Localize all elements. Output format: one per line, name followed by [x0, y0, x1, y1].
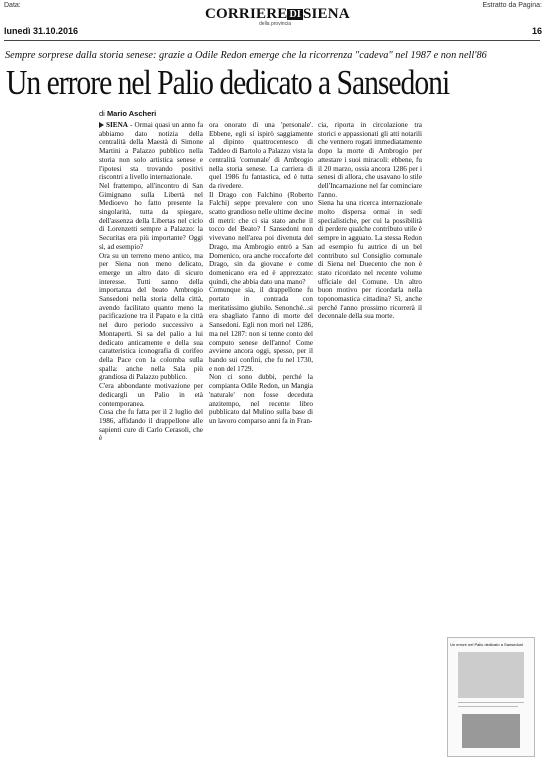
- byline-author: Mario Ascheri: [106, 109, 157, 118]
- paragraph-text: - Ormai quasi un anno fa abbiamo dato notizia della centralità della Maestà di Simone Martini a Palazzo pubblico nella storia non solo artistica senese e l'ipotesi sta trovando positivi riscontri a livello internazionale.: [99, 121, 204, 182]
- paragraph: cia, riporta in circolazione tra storici e appassionati gli atti notarili che vennero rogati immediatamente dopo la morte di Ambrogio per attestare i suoi miracoli: ebbene, fu il 20 marzo, ossia ancora 1286 per i senesi di allora, che usavano lo stile dell'Incarnazione nel far cominciare l'anno.: [318, 121, 422, 199]
- thumbnail-image-block: [458, 652, 524, 698]
- masthead-right: SIENA: [302, 6, 350, 22]
- page-number: 16: [531, 26, 542, 36]
- thumbnail-line: [458, 702, 524, 703]
- byline-prefix: di: [99, 109, 105, 118]
- article-column-2: [209, 121, 313, 426]
- arrow-icon: [99, 122, 104, 128]
- extract-label: Estratto da Pagina:: [482, 2, 542, 9]
- page-header: [0, 0, 548, 40]
- paragraph: Il Drago con Falchino (Roberto Falchi) seppe prevalere con uno scatto grandioso nelle ultime decine di metri: che ci sia stato anche il tocco del Beato? I Sansedoni non vivevano nell'area poi divenuta del Drago, ma Ambrogio entrò a San Domenico, ora anche roccaforte del Drago, sin da giovane e come domenicano era ed è apprezzato: quindi, che abbia dato una mano?: [209, 190, 313, 286]
- article-column-1: [99, 121, 203, 443]
- paragraph: Cosa che fu fatta per il 2 luglio del 1986, affidando il drappellone alle sapienti cure di Carlo Cerasoli, che è: [99, 408, 203, 443]
- date-value: lunedì 31.10.2016: [4, 26, 79, 36]
- thumbnail-photo-block: [462, 714, 520, 748]
- paragraph: [99, 121, 203, 182]
- paragraph: Siena ha una ricerca internazionale molto dispersa ormai in sedi specialistiche, per cui la possibilità di perdere qualche contributo utile è sempre in agguato. La stessa Redon ad esempio fu autrice di un bel contributo sul Consiglio comunale di Siena nel Duecento che non è stato ricordato nel recente volume ufficiale del Comune. Un altro buon motivo per ricordarla nella toponomastica cittadina? Sì, anche perché l'anno prossimo ricorrerà il decennale della sua morte.: [318, 199, 422, 321]
- masthead: [205, 6, 350, 27]
- header-rule: [4, 40, 540, 41]
- paragraph: C'era abbondante motivazione per dedicargli un Palio in età contemporanea.: [99, 382, 203, 408]
- paragraph: Non ci sono dubbi, perché la compianta Odile Redon, un Mangia 'naturale' non fosse deceduta anzitempo, nel recente libro pubblicato dal Mulino sulla base di un lavoro comparso anni fa in Fran-: [209, 373, 313, 425]
- article-column-3: [318, 121, 422, 321]
- dateline-place: SIENA: [106, 121, 128, 129]
- page-thumbnail: [447, 637, 535, 757]
- masthead-box: DI: [289, 9, 301, 21]
- paragraph: Comunque sia, il drappellone fu portato in contrada con meritatissimo giubilo. Senonché...si era sbagliato l'anno di morte del Sansedoni. Egli non morì nel 1286, ma nel 1287: non si tenne conto del computo senese dell'anno! Come avviene ancora oggi, spesso, per il bando sui confini, che fu nel 1730, e non del 1729.: [209, 286, 313, 373]
- date-label: Data:: [4, 2, 21, 9]
- masthead-subtitle: della provincia: [259, 21, 291, 27]
- masthead-left: CORRIERE: [205, 6, 288, 22]
- paragraph: ora onorato di una 'personale'. Ebbene, egli si ispirò saggiamente al dipinto quattrocentesco di Taddeo di Bartolo a Palazzo vista la centralità 'comunale' di Ambrogio nella storia senese. La carriera di quel 1986 fu fantastica, ed è tutta da rivedere.: [209, 121, 313, 190]
- paragraph: Nel frattempo, all'incontro di San Gimignano sulla Libertà nel Medioevo ho fatto presente la singolarità, tutta da spiegare, dell'assenza della Libertas nel ciclo di Lorenzetti sempre a Palazzo: la Securitas era più importante? Oggi sì, ad esempio?: [99, 181, 203, 251]
- article-kicker: Sempre sorprese dalla storia senese: grazie a Odile Redon emerge che la ricorrenza "cadeva" nel 1987 e non nell'86: [5, 50, 487, 61]
- thumbnail-line: [458, 706, 518, 707]
- article-headline: Un errore nel Palio dedicato a Sansedoni: [6, 64, 450, 102]
- thumbnail-title: Un errore nel Palio dedicato a Sansedoni: [450, 642, 523, 647]
- byline: [99, 109, 156, 118]
- paragraph: Ora su un terreno meno antico, ma per Siena non meno delicato, emerge un altro dato di sicuro interesse. Tutti sanno della importanza del beato Ambrogio Sansedoni nella storia della città, avendo facilitato quanto meno la pacificazione tra il Papato e la città nel duro periodo successivo a Montaperti. Si sa del palio a lui dedicato anticamente e della sua caratteristica iconografia di corifeo della Pace con la colomba sulla spalla: anche nella Sala più grandiosa di Palazzo pubblico.: [99, 251, 203, 382]
